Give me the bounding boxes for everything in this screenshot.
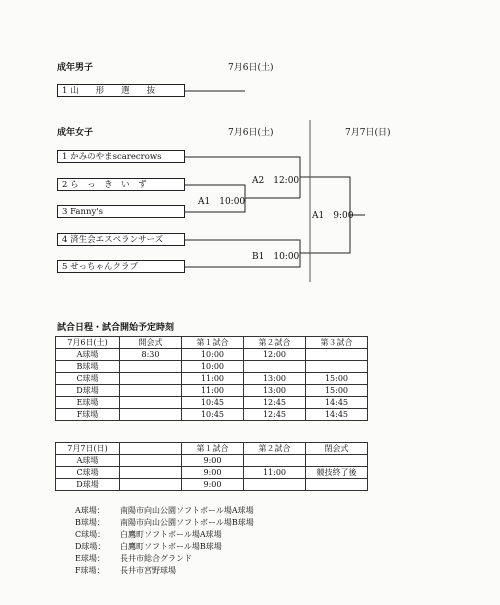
women-team-3: 3 Fanny's [57,205,185,218]
venue-key: F球場： [75,566,105,575]
table-cell: A球場 [56,349,120,361]
table-header-cell: 開会式 [120,337,182,349]
table-cell: 8:30 [120,349,182,361]
women-date-1: 7月6日(土) [228,128,274,138]
table-cell: 15:00 [306,385,368,397]
venue-row [75,529,222,540]
schedule-day2-table [55,442,368,491]
venue-key: E球場： [75,554,105,563]
table-row [56,409,368,421]
table-cell: C球場 [56,373,120,385]
table-cell [306,361,368,373]
table-cell: 9:00 [182,479,244,491]
game-a2: A2 12:00 [252,176,300,186]
venue-row [75,553,192,564]
table-cell [120,409,182,421]
men-team-1: 1 山 形 選 抜 [57,84,185,97]
table-header-cell: 第２試合 [244,337,306,349]
table-cell [120,373,182,385]
women-team-4: 4 済生会エスペランサーズ [57,233,185,246]
table-cell [120,479,182,491]
table-cell: 12:45 [244,397,306,409]
table-cell [120,467,182,479]
men-date: 7月6日(土) [228,63,274,73]
table-cell: 9:00 [182,467,244,479]
table-header-cell: 第１試合 [182,337,244,349]
venue-row [75,565,176,576]
table-cell [244,361,306,373]
venue-name: 南陽市向山公園ソフトボール場B球場 [120,518,254,527]
table-cell: 13:00 [244,373,306,385]
table-cell: 13:00 [244,385,306,397]
table-header-cell: 閉会式 [306,443,368,455]
men-title: 成年男子 [57,63,94,73]
table-cell [244,479,306,491]
table-cell: 14:45 [306,397,368,409]
venue-name: 長井市総合グランド [120,554,192,563]
venue-key: D球場： [75,542,106,551]
women-team-1: 1 かみのやまscarecrows [57,150,185,163]
table-row [56,385,368,397]
table-cell [306,479,368,491]
women-team-2: 2 ら っ き い ず [57,178,185,191]
table-cell: 10:00 [182,349,244,361]
table-cell: 11:00 [182,385,244,397]
table-row [56,479,368,491]
venue-key: A球場： [75,506,105,515]
table-row [56,467,368,479]
schedule-title: 試合日程・試合開始予定時刻 [57,323,175,333]
table-cell: 10:00 [182,361,244,373]
table-cell: 11:00 [182,373,244,385]
women-date-2: 7月7日(日) [345,128,391,138]
table-header-cell: 第３試合 [306,337,368,349]
table-cell: 10:45 [182,409,244,421]
venue-name: 長井市宮野球場 [120,566,176,575]
table-cell [120,361,182,373]
table-cell: A球場 [56,455,120,467]
table-header-cell: 7月6日(土) [56,337,120,349]
table-row [56,361,368,373]
venue-row [75,517,254,528]
table-cell: D球場 [56,479,120,491]
table-header-cell: 第２試合 [244,443,306,455]
table-cell: 12:00 [244,349,306,361]
venue-key: B球場： [75,518,105,527]
table-cell [120,385,182,397]
table-cell [120,397,182,409]
table-cell: 10:45 [182,397,244,409]
table-cell [244,455,306,467]
venue-name: 南陽市向山公園ソフトボール場A球場 [120,506,254,515]
venue-name: 白鷹町ソフトボール場A球場 [120,530,222,539]
table-cell: 競技終了後 [306,467,368,479]
table-cell: B球場 [56,361,120,373]
table-cell: 15:00 [306,373,368,385]
table-row [56,455,368,467]
table-cell: D球場 [56,385,120,397]
venue-key: C球場： [75,530,106,539]
game-a1: A1 10:00 [198,197,246,207]
schedule-day1-table [55,336,368,421]
venue-row [75,505,254,516]
table-header-row [56,443,368,455]
table-header-row [56,337,368,349]
game-final: A1 9:00 [312,211,354,221]
table-row [56,349,368,361]
table-cell [120,455,182,467]
table-cell: 11:00 [244,467,306,479]
women-team-5: 5 せっちゃんクラブ [57,260,185,273]
table-cell: 9:00 [182,455,244,467]
venue-row [75,541,222,552]
table-row [56,397,368,409]
women-title: 成年女子 [57,128,94,138]
table-cell: F球場 [56,409,120,421]
table-header-cell: 第１試合 [182,443,244,455]
table-header-cell: 7月7日(日) [56,443,120,455]
venue-name: 白鷹町ソフトボール場B球場 [120,542,222,551]
table-cell: 12:45 [244,409,306,421]
table-cell: E球場 [56,397,120,409]
table-cell [306,455,368,467]
table-cell [306,349,368,361]
table-header-cell [120,443,182,455]
table-cell: C球場 [56,467,120,479]
table-cell: 14:45 [306,409,368,421]
table-row [56,373,368,385]
game-b1: B1 10:00 [252,252,300,262]
